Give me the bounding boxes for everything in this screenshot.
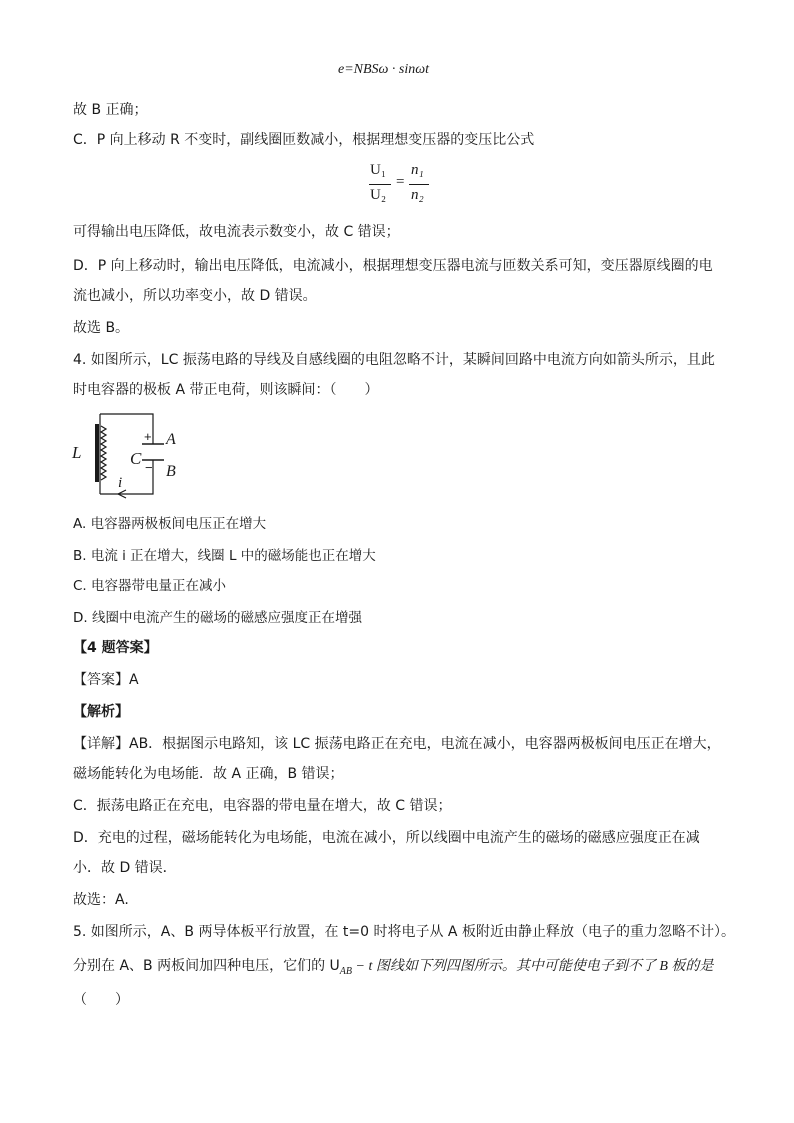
analysis-line: C．振荡电路正在充电，电容器的带电量在增大，故 C 错误； — [73, 798, 452, 814]
label-plate-B: B — [166, 463, 176, 480]
label-plate-A: A — [166, 431, 176, 448]
frac-bar-right — [409, 184, 429, 185]
question-4-stem: 时电容器的极板 A 带正电荷，则该瞬间：（ ） — [73, 382, 379, 398]
label-current-i: i — [118, 475, 123, 491]
text-line: D．P 向上移动时，输出电压降低，电流减小，根据理想变压器电流与匝数关系可知，变压器原线圈的电 — [73, 258, 713, 274]
option-d: D. 线圈中电流产生的磁场的磁感应强度正在增强 — [73, 610, 362, 626]
frac-n1: n₁ — [411, 162, 424, 178]
analysis-line: 小．故 D 错误． — [73, 860, 177, 876]
answer-line: 【答案】A — [73, 672, 139, 688]
option-c: C. 电容器带电量正在减小 — [73, 578, 227, 594]
minus-sign: − — [145, 460, 153, 475]
inductor-coil — [101, 426, 106, 480]
equation-emf: e=NBSω · sinωt — [338, 62, 430, 77]
q5-subscript-ab: AB — [339, 965, 352, 977]
option-a: A. 电容器两极板间电压正在增大 — [73, 516, 267, 532]
analysis-title: 【解析】 — [73, 704, 129, 720]
analysis-line: D．充电的过程，磁场能转化为电场能，电流在减小，所以线圈中电流产生的磁场的磁感应强度正在减 — [73, 830, 700, 846]
q5-text-part: 分别在 A、B 两板间加四种电压，它们的 U — [73, 958, 340, 974]
analysis-line: 故选：A. — [73, 892, 129, 908]
label-L: L — [72, 443, 82, 462]
frac-n2: n₂ — [411, 187, 424, 203]
text-line: 流也减小，所以功率变小，故 D 错误。 — [73, 288, 317, 304]
frac-u2: U₂ — [370, 187, 387, 203]
frac-bar-left — [369, 184, 391, 185]
q5-text-part: − t 图线如下列四图所示。其中可能使电子到不了 B 板的是 — [352, 959, 714, 974]
frac-u1: U₁ — [370, 162, 387, 178]
analysis-line: 【详解】AB．根据图示电路知，该 LC 振荡电路正在充电，电流在减小，电容器两极板间电压正在增大， — [73, 736, 721, 752]
text-line: 故 B 正确； — [73, 102, 148, 118]
lc-circuit-diagram — [70, 408, 190, 500]
text-line: C．P 向上移动 R 不变时，副线圈匝数减小，根据理想变压器的变压比公式 — [73, 132, 535, 148]
option-b: B. 电流 i 正在增大，线圈 L 中的磁场能也正在增大 — [73, 548, 376, 564]
question-5-stem: （ ） — [73, 992, 129, 1008]
question-4-stem: 4. 如图所示，LC 振荡电路的导线及自感线圈的电阻忽略不计，某瞬间回路中电流方向如箭头所示，且此 — [73, 352, 715, 368]
plus-sign: + — [144, 429, 152, 444]
analysis-line: 磁场能转化为电场能．故 A 正确，B 错误； — [73, 766, 344, 782]
question-5-stem — [73, 956, 713, 982]
text-line: 故选 B。 — [73, 320, 130, 336]
transformer-ratio-formula — [367, 162, 437, 208]
frac-equals: = — [396, 174, 405, 190]
label-C: C — [130, 449, 142, 468]
text-line: 可得输出电压降低，故电流表示数变小，故 C 错误； — [73, 224, 400, 240]
answer-section-title: 【4 题答案】 — [73, 640, 158, 656]
inductor-core — [95, 424, 99, 482]
question-5-stem: 5. 如图所示，A、B 两导体板平行放置，在 t=0 时将电子从 A 板附近由静止释放（电子的重力忽略不计）。 — [73, 924, 735, 940]
